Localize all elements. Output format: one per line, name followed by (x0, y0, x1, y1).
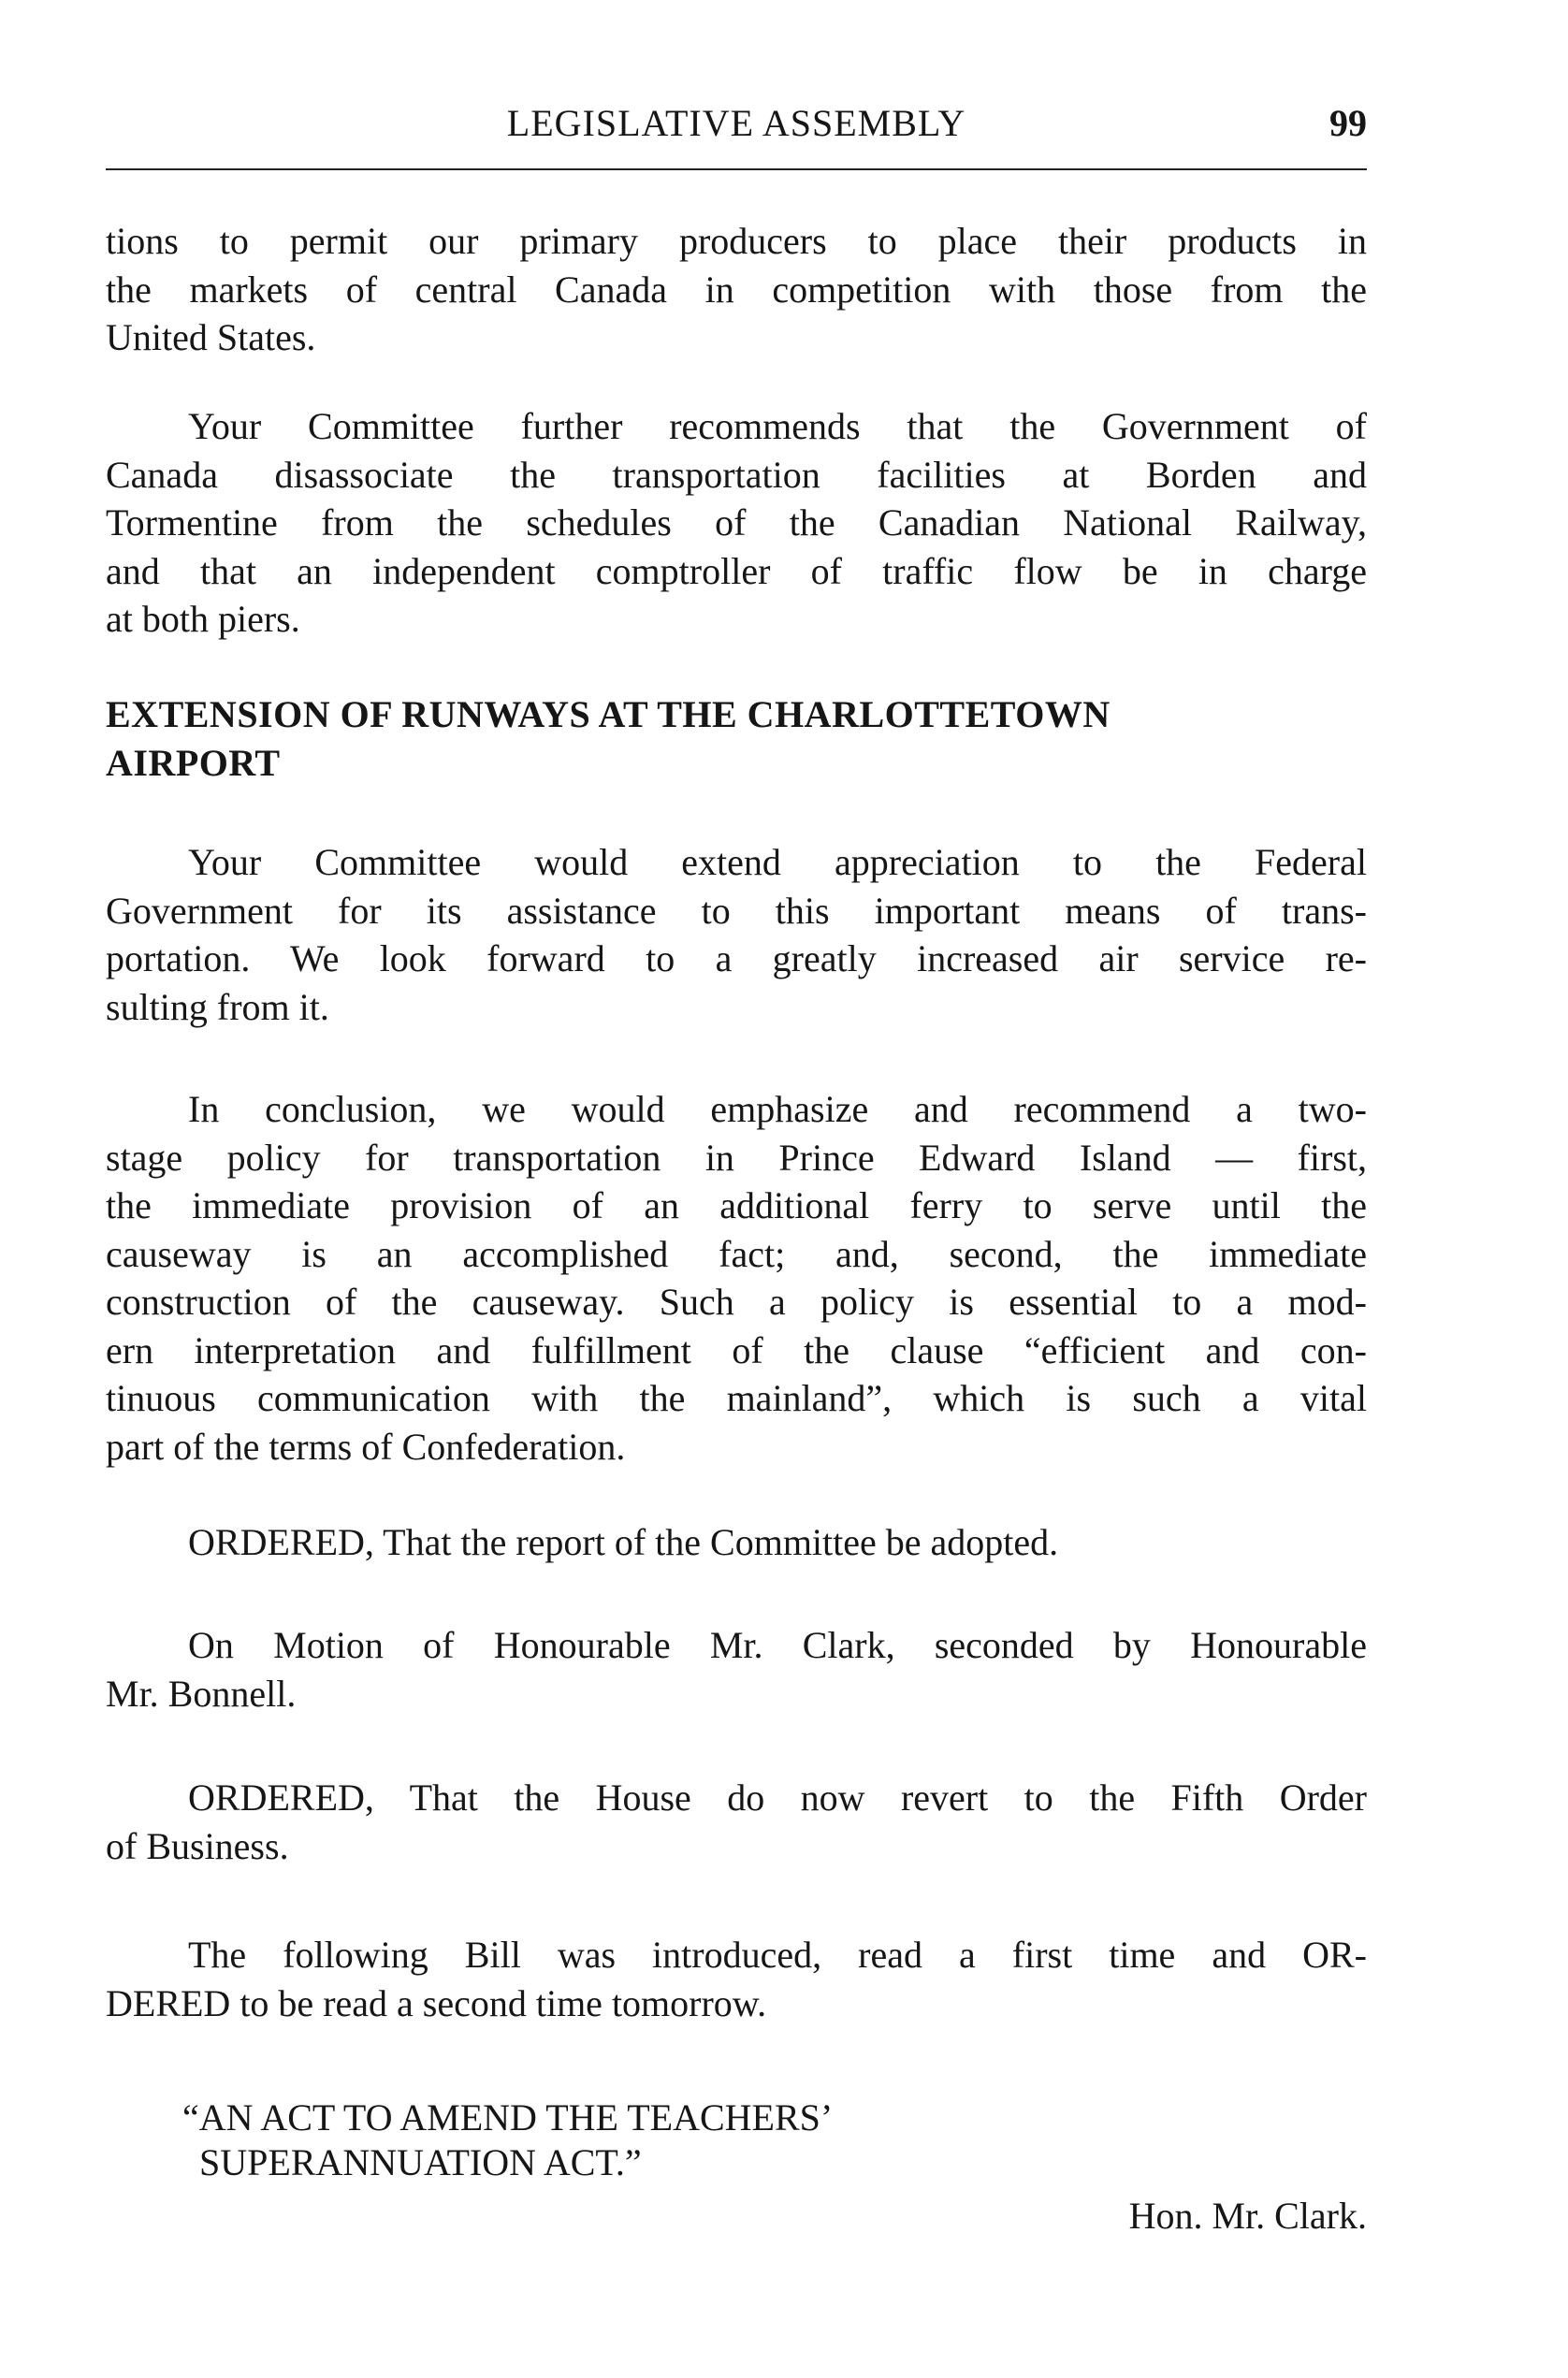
paragraph-conclusion (106, 1085, 1367, 1471)
text-line: stage policy for transportation in Prince Edward Island — first, (106, 1136, 1367, 1179)
text-line: causeway is an accomplished fact; and, second, the immediate (106, 1232, 1367, 1275)
paragraph-bill-introduced (106, 1931, 1367, 2027)
paragraph-continuation (106, 217, 1367, 362)
paragraph-ordered-revert (106, 1774, 1367, 1870)
paragraph-appreciation (106, 838, 1367, 1031)
page-number: 99 (1329, 102, 1367, 144)
text-line: part of the terms of Confederation. (106, 1425, 626, 1468)
text-line: ORDERED, That the report of the Committee be adopted. (188, 1521, 1059, 1563)
text-line: of Business. (106, 1824, 289, 1867)
text-line: Your Committee would extend appreciation to the Federal (188, 841, 1367, 883)
text-line: construction of the causeway. Such a policy is essential to a mod- (106, 1281, 1367, 1323)
text-line: In conclusion, we would emphasize and recommend a two- (188, 1088, 1367, 1130)
text-line: Your Committee further recommends that the Government of (188, 405, 1367, 447)
text-line: On Motion of Honourable Mr. Clark, seconded by Honourable (188, 1624, 1367, 1666)
running-title: LEGISLATIVE ASSEMBLY (506, 102, 966, 144)
text-line: Canada disassociate the transportation facilities at Borden and (106, 453, 1367, 496)
text-line: tions to permit our primary producers to place their products in (106, 220, 1367, 262)
text-line: The following Bill was introduced, read a first time and OR- (188, 1934, 1367, 1976)
bill-title-line: “AN ACT TO AMEND THE TEACHERS’ (182, 2096, 834, 2139)
text-line: the immediate provision of an additional ferry to serve until the (106, 1184, 1367, 1226)
paragraph-ordered-adopted (106, 1518, 1367, 1567)
text-line: ORDERED, That the House do now revert to the Fifth Order (188, 1776, 1367, 1819)
section-heading (106, 690, 1367, 788)
text-line: ern interpretation and fulfillment of the clause “efficient and con- (106, 1328, 1367, 1371)
text-line: sulting from it. (106, 985, 329, 1028)
text-line: Tormentine from the schedules of the Canadian National Railway, (106, 501, 1367, 544)
header-rule (106, 168, 1367, 170)
bill-sponsor: Hon. Mr. Clark. (1128, 2195, 1367, 2237)
paragraph-motion (106, 1621, 1367, 1718)
text-line: at both piers. (106, 598, 300, 640)
paragraph-recommendation (106, 402, 1367, 644)
text-line: DERED to be read a second time tomorrow. (106, 1981, 767, 2024)
heading-line: EXTENSION OF RUNWAYS AT THE CHARLOTTETOWN (106, 693, 1111, 735)
text-line: Mr. Bonnell. (106, 1672, 297, 1715)
text-line: portation. We look forward to a greatly increased air service re- (106, 937, 1367, 979)
heading-line: AIRPORT (106, 742, 281, 784)
text-line: tinuous communication with the mainland”, which is such a vital (106, 1377, 1367, 1419)
text-line: the markets of central Canada in competition with those from the (106, 268, 1367, 311)
text-line: Government for its assistance to this important means of trans- (106, 889, 1367, 932)
text-line: and that an independent comptroller of traffic flow be in charge (106, 549, 1367, 592)
bill-title-line: SUPERANNUATION ACT.” (199, 2141, 642, 2183)
page-header (106, 101, 1367, 157)
text-line: United States. (106, 316, 316, 358)
bill-title (182, 2095, 833, 2185)
